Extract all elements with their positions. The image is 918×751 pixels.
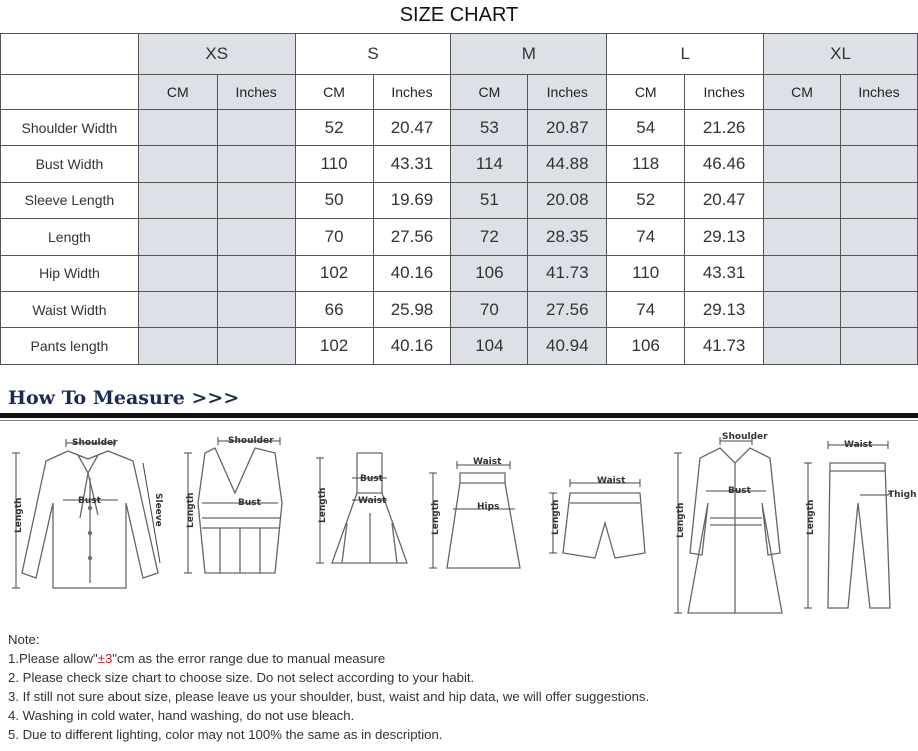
table-cell: 44.88: [528, 146, 607, 182]
unit-inches: Inches: [528, 75, 607, 110]
table-cell: 28.35: [528, 219, 607, 255]
divider: [0, 420, 918, 421]
table-cell: 106: [607, 328, 685, 364]
notes-heading: Note:: [8, 632, 40, 647]
dress-diagram: [312, 423, 422, 618]
table-row: [1, 255, 918, 291]
table-cell: 43.31: [685, 255, 764, 291]
size-header-row: [1, 34, 918, 75]
length-label: Length: [318, 487, 328, 523]
shoulder-label: Shoulder: [228, 436, 274, 446]
table-cell: [138, 146, 217, 182]
unit-inches: Inches: [373, 75, 451, 110]
skirt-diagram: [425, 423, 540, 618]
how-to-measure-heading: How To Measure >>>: [8, 387, 240, 409]
table-cell: 40.16: [373, 255, 451, 291]
table-cell: [840, 328, 917, 364]
bust-label: Bust: [78, 496, 101, 506]
bust-label: Bust: [728, 486, 751, 496]
table-cell: 20.47: [373, 110, 451, 146]
shorts-diagram: [545, 423, 665, 618]
shoulder-label: Shoulder: [722, 432, 768, 442]
table-cell: 51: [451, 182, 528, 218]
table-row: [1, 219, 918, 255]
row-label: Sleeve Length: [1, 182, 139, 218]
divider: [0, 413, 918, 418]
bust-label: Bust: [238, 498, 261, 508]
waist-label: Waist: [473, 457, 502, 467]
tank-top-diagram: [180, 423, 300, 618]
table-cell: 25.98: [373, 291, 451, 327]
tolerance-value: ±3: [97, 651, 113, 666]
table-cell: [217, 255, 295, 291]
table-cell: 20.47: [685, 182, 764, 218]
table-cell: 41.73: [528, 255, 607, 291]
unit-cm: CM: [764, 75, 841, 110]
table-cell: 54: [607, 110, 685, 146]
table-cell: 19.69: [373, 182, 451, 218]
table-cell: [764, 110, 841, 146]
table-cell: 21.26: [685, 110, 764, 146]
table-cell: [217, 146, 295, 182]
size-s: S: [295, 34, 451, 75]
unit-cm: CM: [607, 75, 685, 110]
size-xs: XS: [138, 34, 295, 75]
table-cell: 20.87: [528, 110, 607, 146]
table-cell: 46.46: [685, 146, 764, 182]
table-cell: 27.56: [373, 219, 451, 255]
size-xl: XL: [764, 34, 918, 75]
table-cell: 29.13: [685, 219, 764, 255]
table-cell: 106: [451, 255, 528, 291]
length-label: Length: [14, 497, 24, 533]
bust-label: Bust: [360, 474, 383, 484]
length-label: Length: [806, 499, 816, 535]
blouse-diagram: [8, 423, 173, 618]
length-label: Length: [676, 502, 686, 538]
table-cell: 110: [295, 146, 373, 182]
table-cell: [217, 291, 295, 327]
table-cell: 53: [451, 110, 528, 146]
table-cell: 50: [295, 182, 373, 218]
note-1: 1.Please allow"±3"cm as the error range due to manual measure: [8, 651, 386, 666]
table-cell: [764, 146, 841, 182]
table-cell: [138, 219, 217, 255]
table-cell: 29.13: [685, 291, 764, 327]
table-cell: 43.31: [373, 146, 451, 182]
table-cell: [217, 328, 295, 364]
table-cell: [764, 291, 841, 327]
row-label: Bust Width: [1, 146, 139, 182]
corner-cell: [1, 75, 139, 110]
table-row: [1, 146, 918, 182]
length-label: Length: [186, 492, 196, 528]
note-5: 5. Due to different lighting, color may not 100% the same as in description.: [8, 727, 443, 742]
table-cell: 70: [295, 219, 373, 255]
table-row: [1, 291, 918, 327]
row-label: Length: [1, 219, 139, 255]
table-cell: [138, 110, 217, 146]
table-cell: 110: [607, 255, 685, 291]
table-cell: 70: [451, 291, 528, 327]
table-cell: [217, 110, 295, 146]
row-label: Shoulder Width: [1, 110, 139, 146]
notes-section: [8, 630, 913, 744]
table-cell: 102: [295, 328, 373, 364]
table-cell: 74: [607, 291, 685, 327]
table-cell: 20.08: [528, 182, 607, 218]
table-cell: 66: [295, 291, 373, 327]
length-label: Length: [431, 499, 441, 535]
note-2: 2. Please check size chart to choose size. Do not select according to your habit.: [8, 670, 475, 685]
corner-cell: [1, 34, 139, 75]
table-cell: [764, 328, 841, 364]
table-cell: [840, 182, 917, 218]
table-cell: [217, 219, 295, 255]
table-cell: [840, 110, 917, 146]
unit-cm: CM: [451, 75, 528, 110]
table-cell: 118: [607, 146, 685, 182]
length-label: Length: [551, 499, 561, 535]
size-m: M: [451, 34, 607, 75]
table-cell: 52: [607, 182, 685, 218]
table-cell: 102: [295, 255, 373, 291]
table-cell: [840, 255, 917, 291]
table-cell: 40.16: [373, 328, 451, 364]
thigh-label: Thigh: [888, 490, 917, 500]
table-cell: [138, 182, 217, 218]
table-row: [1, 328, 918, 364]
shoulder-label: Shoulder: [72, 438, 118, 448]
table-cell: [138, 328, 217, 364]
table-cell: [840, 146, 917, 182]
coat-diagram: [670, 423, 800, 618]
table-cell: [138, 255, 217, 291]
table-cell: [138, 291, 217, 327]
waist-label: Waist: [358, 496, 387, 506]
unit-inches: Inches: [840, 75, 917, 110]
table-cell: 27.56: [528, 291, 607, 327]
table-row: [1, 110, 918, 146]
table-cell: 104: [451, 328, 528, 364]
waist-label: Waist: [597, 476, 626, 486]
note-4: 4. Washing in cold water, hand washing, do not use bleach.: [8, 708, 355, 723]
trousers-diagram: [800, 423, 915, 618]
table-cell: [840, 219, 917, 255]
sleeve-label: Sleeve: [153, 493, 163, 527]
table-cell: [764, 219, 841, 255]
unit-inches: Inches: [217, 75, 295, 110]
table-cell: 74: [607, 219, 685, 255]
table-cell: [764, 182, 841, 218]
page-title: SIZE CHART: [399, 4, 519, 26]
row-label: Waist Width: [1, 291, 139, 327]
table-cell: 72: [451, 219, 528, 255]
waist-label: Waist: [844, 440, 873, 450]
table-cell: 41.73: [685, 328, 764, 364]
row-label: Hip Width: [1, 255, 139, 291]
table-cell: 40.94: [528, 328, 607, 364]
table-cell: 52: [295, 110, 373, 146]
hips-label: Hips: [477, 502, 500, 512]
size-l: L: [607, 34, 764, 75]
table-cell: [840, 291, 917, 327]
unit-inches: Inches: [685, 75, 764, 110]
unit-cm: CM: [295, 75, 373, 110]
note-3: 3. If still not sure about size, please leave us your shoulder, bust, waist and hip data, we will offer suggestions.: [8, 689, 650, 704]
unit-cm: CM: [138, 75, 217, 110]
table-row: [1, 182, 918, 218]
table-cell: [764, 255, 841, 291]
unit-header-row: [1, 75, 918, 110]
table-cell: 114: [451, 146, 528, 182]
table-cell: [217, 182, 295, 218]
row-label: Pants length: [1, 328, 139, 364]
measurement-diagrams: [0, 423, 918, 618]
size-chart-table: [0, 33, 918, 365]
